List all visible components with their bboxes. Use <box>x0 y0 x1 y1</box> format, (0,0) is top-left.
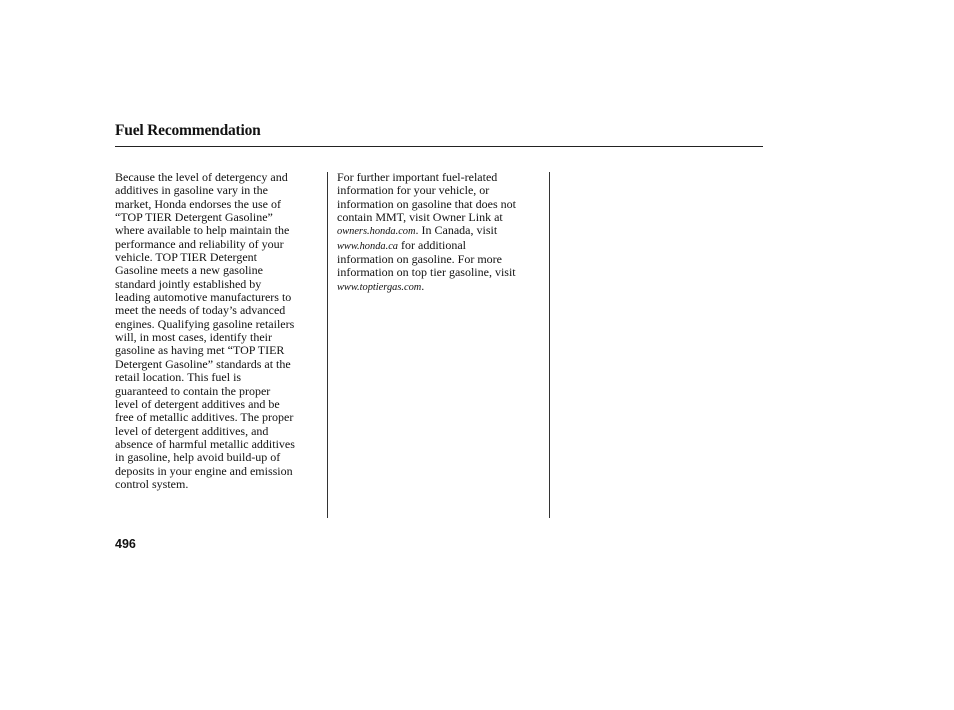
text-line: information on gasoline that does not <box>337 196 516 211</box>
text-line: standard jointly established by <box>115 276 262 291</box>
text-line: guaranteed to contain the proper <box>115 383 271 398</box>
text-line: engines. Qualifying gasoline retailers <box>115 316 295 331</box>
text-line: information on top tier gasoline, visit <box>337 265 516 280</box>
middle-column-text <box>337 171 545 294</box>
text-line: level of detergent additives and be <box>115 396 280 411</box>
text-line <box>337 239 545 253</box>
text-line: free of metallic additives. The proper <box>115 410 294 425</box>
owner-link-url[interactable]: owners.honda.com <box>337 226 416 238</box>
top-tier-url[interactable]: www.toptiergas.com <box>337 281 422 293</box>
text-line: absence of harmful metallic additives <box>115 436 295 451</box>
text-line: Gasoline meets a new gasoline <box>115 263 263 278</box>
text-segment: . In Canada, visit <box>415 223 498 238</box>
text-line: in gasoline, help avoid build-up of <box>115 450 281 465</box>
text-line: additives in gasoline vary in the <box>115 183 268 198</box>
text-line: “TOP TIER Detergent Gasoline” <box>115 210 273 225</box>
honda-canada-url[interactable]: www.honda.ca <box>337 240 398 252</box>
text-line: vehicle. TOP TIER Detergent <box>115 250 257 265</box>
left-column-text <box>115 171 323 491</box>
text-line: Detergent Gasoline” standards at the <box>115 356 291 371</box>
text-line: meet the needs of today’s advanced <box>115 303 286 318</box>
text-segment: . <box>421 278 425 293</box>
column-divider <box>327 172 328 518</box>
text-line: performance and reliability of your <box>115 236 284 251</box>
column-divider <box>549 172 550 518</box>
text-line: control system. <box>115 476 189 491</box>
text-line: For further important fuel-related <box>337 170 498 184</box>
text-line: where available to help maintain the <box>115 223 290 238</box>
text-segment: for additional <box>398 237 466 252</box>
text-line: leading automotive manufacturers to <box>115 290 292 305</box>
text-line: gasoline as having met “TOP TIER <box>115 343 285 358</box>
text-line <box>337 280 545 294</box>
title-rule <box>115 146 763 147</box>
page-title: Fuel Recommendation <box>115 122 261 139</box>
text-line: market, Honda endorses the use of <box>115 196 281 211</box>
text-line: Because the level of detergency and <box>115 170 288 184</box>
text-line: contain MMT, visit Owner Link at <box>337 210 503 225</box>
text-line: will, in most cases, identify their <box>115 330 272 345</box>
text-line: information on gasoline. For more <box>337 252 502 267</box>
text-line: information for your vehicle, or <box>337 183 490 198</box>
text-line: deposits in your engine and emission <box>115 463 293 478</box>
text-line <box>337 224 545 238</box>
page-number: 496 <box>115 537 136 551</box>
text-line: level of detergent additives, and <box>115 423 269 438</box>
text-line: retail location. This fuel is <box>115 370 242 385</box>
